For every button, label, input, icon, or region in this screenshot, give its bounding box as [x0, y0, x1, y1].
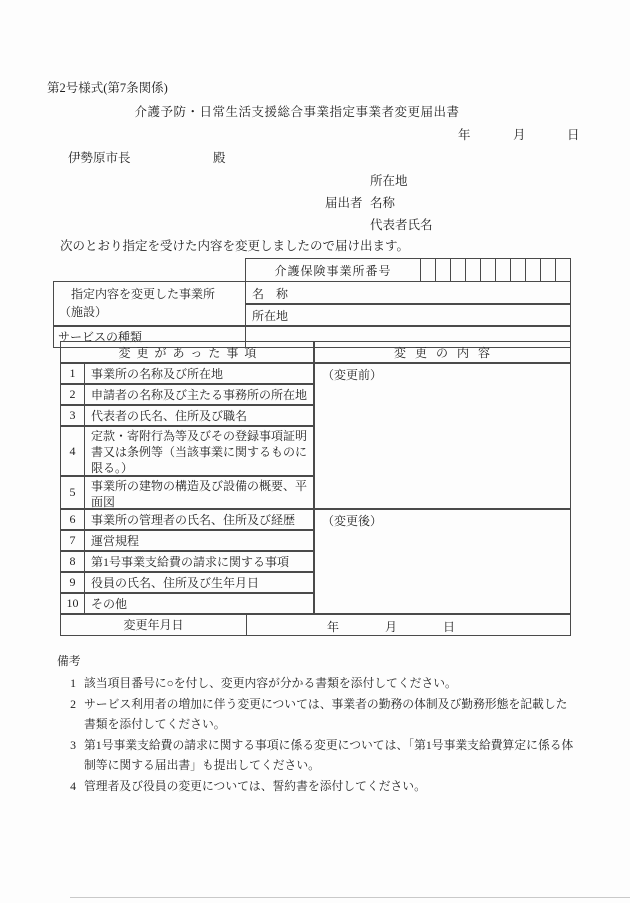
submitter-address-label: 所在地: [370, 174, 408, 188]
insurance-digit-box: [435, 258, 451, 282]
row-number: 1: [60, 362, 85, 385]
insurance-digit-box: [480, 258, 496, 282]
row-item: 事業所の名称及び所在地: [84, 362, 315, 385]
change-after-cell: （変更後）: [313, 508, 571, 615]
form-number: 第2号様式(第7条関係): [47, 81, 168, 95]
insurance-digit-box: [495, 258, 511, 282]
row-number: 2: [60, 383, 85, 406]
remark-number: 1: [70, 676, 76, 690]
remark-number: 3: [70, 737, 76, 752]
insurance-digit-box: [450, 258, 466, 282]
row-item: 申請者の名称及び主たる事務所の所在地: [84, 383, 315, 406]
insurance-digit-box: [465, 258, 481, 282]
row-number: 8: [60, 550, 85, 573]
insurance-number-label-cell: 介護保険事業所番号: [245, 258, 421, 282]
row-item: 代表者の氏名、住所及び職名: [84, 404, 315, 427]
page-bottom-edge: [70, 897, 630, 898]
remark-item: [66, 694, 587, 735]
office-name-cell: 名 称: [245, 281, 571, 305]
content-header-cell: 変更の内容: [313, 341, 571, 364]
change-date-year-label: 年: [327, 620, 340, 634]
change-date-value-cell: [246, 613, 571, 636]
remark-number: 4: [70, 778, 76, 793]
intro-sentence: 次のとおり指定を受けた内容を変更しましたので届け出ます。: [60, 239, 410, 253]
office-identity-line2: （施設）: [59, 305, 108, 319]
row-number: 3: [60, 404, 85, 427]
remarks-section: [57, 651, 587, 796]
service-type-label-cell: サービスの種類: [53, 325, 246, 348]
remark-item: [66, 776, 587, 797]
remark-item: [66, 735, 587, 776]
row-item: その他: [84, 592, 315, 615]
remark-text: 管理者及び役員の変更については、誓約書を添付してください。: [84, 778, 426, 793]
row-item: 事業所の管理者の氏名、住所及び経歴: [84, 508, 315, 531]
row-item: 第1号事業支給費の請求に関する事項: [84, 550, 315, 573]
date-month-label: 月: [513, 128, 526, 142]
remark-number: 2: [70, 696, 76, 711]
remark-text: 該当項目番号に○を付し、変更内容が分かる書類を添付してください。: [84, 676, 457, 690]
date-day-label: 日: [567, 128, 580, 142]
row-number: 6: [60, 508, 85, 531]
addressee-name: 伊勢原市長: [68, 151, 131, 165]
submitter-representative-label: 代表者氏名: [370, 218, 433, 232]
remarks-title: 備考: [57, 654, 81, 668]
row-item: 運営規程: [84, 529, 315, 552]
date-year-label: 年: [458, 128, 471, 142]
submitter-notifier-label: 届出者: [325, 196, 363, 210]
insurance-digit-box: [525, 258, 541, 282]
row-item: 定款・寄附行為等及びその登録事項証明書又は条例等（当該事業に関するものに限る。）: [84, 425, 315, 477]
row-number: 10: [60, 592, 85, 615]
row-number: 7: [60, 529, 85, 552]
row-item: 役員の氏名、住所及び生年月日: [84, 571, 315, 594]
insurance-digit-box: [420, 258, 436, 282]
insurance-digit-box: [555, 258, 571, 282]
row-number: 4: [60, 425, 85, 477]
insurance-digit-box: [540, 258, 556, 282]
change-date-month-label: 月: [385, 620, 398, 634]
change-date-day-label: 日: [443, 620, 456, 634]
addressee-honorific: 殿: [213, 151, 226, 165]
remark-text: 第1号事業支給費の請求に関する事項に係る変更については、「第1号事業支給費算定に係る体制等に関する届出書」も提出してください。: [84, 737, 574, 772]
insurance-digit-box: [510, 258, 526, 282]
office-identity-cell: [53, 281, 246, 327]
row-number: 5: [60, 475, 85, 510]
office-identity-line1: 指定内容を変更した事業所: [71, 287, 216, 301]
page-title: 介護予防・日常生活支援総合事業指定事業者変更届出書: [134, 105, 460, 119]
items-header-cell: 変更があった事項: [60, 341, 315, 364]
row-item: 事業所の建物の構造及び設備の概要、平面図: [84, 475, 315, 510]
change-date-label-cell: 変更年月日: [60, 613, 247, 636]
submitter-name-label: 名称: [370, 196, 396, 210]
remark-item: [66, 673, 587, 694]
remark-text: サービス利用者の増加に伴う変更については、事業者の勤務の体制及び勤務形態を記載した書類を添付してください。: [84, 696, 568, 731]
change-before-cell: （変更前）: [313, 362, 571, 510]
office-address-cell: 所在地: [245, 303, 571, 327]
row-number: 9: [60, 571, 85, 594]
